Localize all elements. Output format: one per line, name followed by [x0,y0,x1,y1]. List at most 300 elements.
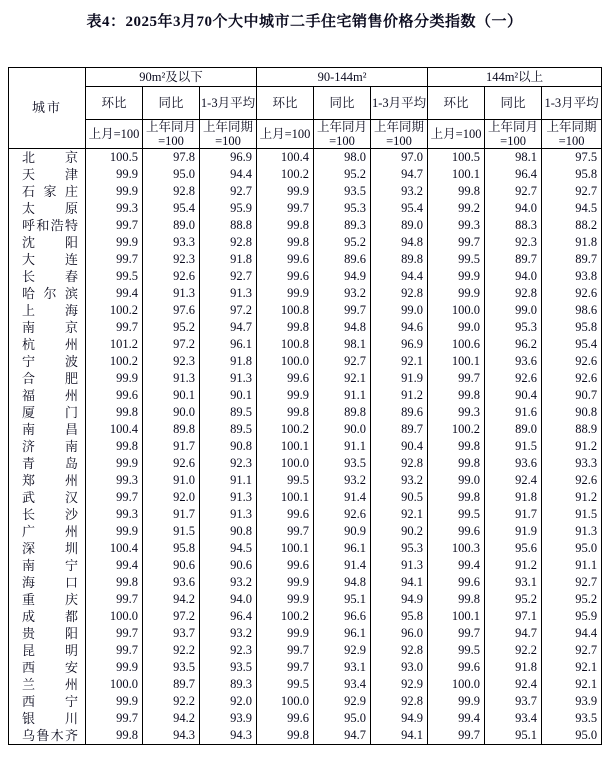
index-value-cell: 94.8 [314,319,371,336]
index-value-cell: 96.6 [314,608,371,625]
index-value-cell: 89.8 [314,404,371,421]
index-value-cell: 92.9 [314,693,371,710]
index-value-cell: 91.8 [200,353,257,370]
table-row [9,149,602,167]
index-value-cell: 96.2 [485,336,542,353]
city-cell [9,421,86,438]
index-value-cell: 93.2 [200,574,257,591]
table-row [9,234,602,251]
index-value-cell: 89.8 [371,251,428,268]
index-value-cell: 99.9 [86,455,143,472]
index-value-cell: 88.9 [542,421,602,438]
index-value-cell: 92.1 [314,370,371,387]
index-value-cell: 91.8 [485,659,542,676]
group-header-over-144: 144m²以上 [428,68,602,87]
index-value-cell: 97.6 [143,302,200,319]
index-value-cell: 92.6 [314,506,371,523]
index-value-cell: 97.5 [542,149,602,167]
city-name: 杭州 [22,337,78,352]
index-value-cell: 94.0 [485,268,542,285]
index-value-cell: 91.0 [143,472,200,489]
index-value-cell: 92.7 [200,268,257,285]
city-name: 西宁 [22,694,78,709]
index-value-cell: 93.3 [542,455,602,472]
index-value-cell: 96.0 [371,625,428,642]
group-header-90-144: 90-144m² [257,68,428,87]
index-value-cell: 91.9 [371,370,428,387]
index-value-cell: 99.4 [428,557,485,574]
index-value-cell: 99.0 [371,302,428,319]
index-value-cell: 93.9 [200,710,257,727]
index-value-cell: 93.5 [143,659,200,676]
index-value-cell: 93.2 [200,625,257,642]
index-value-cell: 99.9 [86,693,143,710]
index-value-cell: 90.8 [542,404,602,421]
city-name: 南昌 [22,422,78,437]
index-value-cell: 92.8 [371,455,428,472]
index-value-cell: 89.3 [200,676,257,693]
table-row [9,676,602,693]
index-value-cell: 94.8 [314,574,371,591]
city-cell [9,591,86,608]
index-value-cell: 92.7 [542,183,602,200]
city-name: 呼和浩特 [22,218,78,233]
index-value-cell: 100.6 [428,336,485,353]
index-value-cell: 94.3 [200,727,257,745]
index-value-cell: 93.6 [485,353,542,370]
index-value-cell: 95.2 [542,591,602,608]
index-value-cell: 89.0 [143,217,200,234]
index-value-cell: 100.1 [428,608,485,625]
index-value-cell: 99.4 [86,557,143,574]
index-value-cell: 92.1 [542,676,602,693]
city-name: 福州 [22,388,78,403]
city-name: 济南 [22,439,78,454]
city-cell [9,319,86,336]
index-value-cell: 92.7 [485,183,542,200]
index-value-cell: 100.1 [257,489,314,506]
index-value-cell: 91.9 [485,523,542,540]
index-value-cell: 94.1 [371,727,428,745]
index-value-cell: 99.8 [428,183,485,200]
index-value-cell: 92.9 [314,642,371,659]
city-cell [9,574,86,591]
index-value-cell: 99.8 [257,727,314,745]
index-value-cell: 90.9 [314,523,371,540]
city-name: 武汉 [22,490,78,505]
index-value-cell: 93.4 [485,710,542,727]
index-value-cell: 99.8 [428,591,485,608]
index-value-cell: 92.3 [200,642,257,659]
table-row [9,302,602,319]
index-value-cell: 95.2 [314,166,371,183]
index-value-cell: 96.1 [314,540,371,557]
index-value-cell: 95.2 [314,234,371,251]
city-cell [9,676,86,693]
index-value-cell: 90.4 [371,438,428,455]
index-value-cell: 97.2 [143,336,200,353]
index-value-cell: 92.6 [542,370,602,387]
index-value-cell: 95.1 [485,727,542,745]
index-value-cell: 91.1 [314,438,371,455]
city-cell [9,727,86,745]
index-value-cell: 100.4 [86,421,143,438]
page-title: 表4：2025年3月70个大中城市二手住宅销售价格分类指数（一） [86,14,523,30]
index-value-cell: 99.5 [428,506,485,523]
index-value-cell: 99.8 [86,727,143,745]
index-value-cell: 90.1 [200,387,257,404]
index-value-cell: 89.5 [200,404,257,421]
table-row [9,166,602,183]
index-value-cell: 100.1 [428,353,485,370]
index-value-cell: 99.9 [86,166,143,183]
city-cell [9,183,86,200]
index-value-cell: 99.6 [86,387,143,404]
city-cell [9,608,86,625]
index-value-cell: 89.8 [143,421,200,438]
index-value-cell: 99.6 [257,506,314,523]
city-name: 长沙 [22,507,78,522]
city-name: 北京 [22,150,78,165]
metric-header-yoy: 同比 [485,87,542,120]
index-value-cell: 95.8 [542,166,602,183]
index-value-cell: 99.7 [428,370,485,387]
city-cell [9,149,86,167]
table-row [9,472,602,489]
index-value-cell: 92.6 [542,472,602,489]
index-value-cell: 88.8 [200,217,257,234]
index-value-cell: 92.3 [143,251,200,268]
city-name: 石家庄 [22,184,78,199]
city-cell [9,489,86,506]
index-value-cell: 95.0 [314,710,371,727]
index-value-cell: 99.8 [428,455,485,472]
metric-header-mom: 环比 [428,87,485,120]
index-value-cell: 99.9 [428,285,485,302]
metric-header-avg: 1-3月平均 [200,87,257,120]
index-value-cell: 95.0 [542,540,602,557]
city-cell [9,387,86,404]
index-value-cell: 93.6 [485,455,542,472]
index-value-cell: 91.5 [542,506,602,523]
index-value-cell: 93.7 [485,693,542,710]
index-value-cell: 98.6 [542,302,602,319]
index-value-cell: 91.3 [143,285,200,302]
index-value-cell: 94.9 [371,591,428,608]
table-row [9,336,602,353]
index-value-cell: 100.5 [86,149,143,167]
table-header [9,68,602,149]
index-value-cell: 99.7 [86,710,143,727]
index-value-cell: 99.5 [257,676,314,693]
index-value-cell: 91.3 [200,285,257,302]
table-row [9,319,602,336]
index-value-cell: 91.2 [485,557,542,574]
index-value-cell: 99.7 [257,659,314,676]
table-row [9,727,602,745]
index-value-cell: 90.8 [200,438,257,455]
index-value-cell: 93.2 [314,285,371,302]
table-row [9,438,602,455]
index-value-cell: 91.3 [200,489,257,506]
index-value-cell: 100.2 [257,166,314,183]
index-value-cell: 98.0 [314,149,371,167]
index-value-cell: 99.8 [257,319,314,336]
index-value-cell: 99.3 [86,472,143,489]
index-value-cell: 92.7 [542,642,602,659]
index-value-cell: 92.7 [542,574,602,591]
table-row [9,710,602,727]
index-value-cell: 99.5 [257,472,314,489]
index-value-cell: 95.3 [314,200,371,217]
table-row [9,404,602,421]
index-value-cell: 95.0 [143,166,200,183]
index-value-cell: 99.2 [428,200,485,217]
index-value-cell: 89.7 [371,421,428,438]
city-cell [9,302,86,319]
index-value-cell: 93.9 [542,693,602,710]
index-value-cell: 99.7 [86,251,143,268]
index-value-cell: 99.6 [257,251,314,268]
index-value-cell: 93.1 [314,659,371,676]
index-value-cell: 90.1 [143,387,200,404]
index-value-cell: 91.3 [143,370,200,387]
index-value-cell: 99.6 [257,268,314,285]
index-value-cell: 91.3 [542,523,602,540]
index-value-cell: 92.8 [371,642,428,659]
index-value-cell: 91.5 [485,438,542,455]
table-row [9,642,602,659]
index-value-cell: 95.9 [200,200,257,217]
index-value-cell: 90.8 [200,523,257,540]
city-name: 银川 [22,711,78,726]
index-value-cell: 94.3 [143,727,200,745]
city-name: 海口 [22,575,78,590]
index-value-cell: 91.1 [200,472,257,489]
index-value-cell: 96.4 [485,166,542,183]
index-value-cell: 96.4 [200,608,257,625]
city-cell [9,625,86,642]
index-value-cell: 92.8 [143,183,200,200]
city-name: 厦门 [22,405,78,420]
index-value-cell: 99.7 [428,234,485,251]
index-value-cell: 93.4 [314,676,371,693]
index-value-cell: 99.9 [257,625,314,642]
index-value-cell: 92.0 [200,693,257,710]
index-value-cell: 99.8 [86,574,143,591]
index-value-cell: 100.8 [257,336,314,353]
index-value-cell: 99.7 [257,200,314,217]
metric-header-mom: 环比 [86,87,143,120]
index-value-cell: 91.3 [200,506,257,523]
index-value-cell: 99.8 [257,404,314,421]
table-row [9,251,602,268]
index-value-cell: 93.5 [200,659,257,676]
index-value-cell: 99.5 [86,268,143,285]
base-header-prev-month: 上月=100 [428,120,485,149]
index-value-cell: 99.6 [428,574,485,591]
table-row [9,557,602,574]
city-name: 大连 [22,252,78,267]
index-value-cell: 91.8 [485,489,542,506]
page [0,12,609,757]
city-name: 广州 [22,524,78,539]
city-cell [9,234,86,251]
index-value-cell: 91.7 [143,506,200,523]
index-value-cell: 99.6 [257,710,314,727]
index-value-cell: 90.7 [542,387,602,404]
table-row [9,421,602,438]
city-name: 青岛 [22,456,78,471]
index-value-cell: 100.4 [257,149,314,167]
index-value-cell: 89.6 [371,404,428,421]
index-value-cell: 94.7 [314,727,371,745]
index-value-cell: 94.2 [143,591,200,608]
city-cell [9,285,86,302]
city-name: 上海 [22,303,78,318]
index-value-cell: 92.6 [485,370,542,387]
index-value-cell: 99.3 [86,506,143,523]
table-row [9,200,602,217]
index-value-cell: 91.3 [371,557,428,574]
index-value-cell: 98.1 [314,336,371,353]
index-value-cell: 100.2 [257,608,314,625]
index-value-cell: 99.7 [86,642,143,659]
index-value-cell: 93.7 [143,625,200,642]
city-cell [9,370,86,387]
city-name: 哈尔滨 [22,286,78,301]
index-value-cell: 94.0 [485,200,542,217]
table-body [9,149,602,745]
index-value-cell: 99.9 [86,370,143,387]
index-value-cell: 93.2 [314,472,371,489]
index-value-cell: 94.7 [485,625,542,642]
base-header-same-period: 上年同期=100 [200,120,257,149]
city-name: 南京 [22,320,78,335]
index-value-cell: 95.8 [542,319,602,336]
index-value-cell: 99.3 [428,217,485,234]
index-value-cell: 95.9 [542,608,602,625]
index-value-cell: 99.7 [86,489,143,506]
index-value-cell: 95.2 [143,319,200,336]
city-name: 贵阳 [22,626,78,641]
index-value-cell: 92.2 [143,693,200,710]
city-cell [9,455,86,472]
index-value-cell: 90.6 [200,557,257,574]
index-value-cell: 99.9 [86,183,143,200]
index-value-cell: 100.0 [428,302,485,319]
index-value-cell: 89.0 [485,421,542,438]
group-header-under-90: 90m²及以下 [86,68,257,87]
city-cell [9,693,86,710]
index-value-cell: 100.1 [257,438,314,455]
city-cell [9,404,86,421]
index-value-cell: 92.7 [314,353,371,370]
table-row [9,387,602,404]
index-value-cell: 91.4 [314,489,371,506]
table-row [9,693,602,710]
index-value-cell: 94.4 [371,268,428,285]
index-value-cell: 100.1 [257,540,314,557]
index-value-cell: 94.0 [200,591,257,608]
index-value-cell: 90.6 [143,557,200,574]
table-row [9,183,602,200]
index-value-cell: 90.0 [143,404,200,421]
index-value-cell: 94.9 [314,268,371,285]
city-name: 沈阳 [22,235,78,250]
city-cell [9,200,86,217]
index-value-cell: 99.7 [86,591,143,608]
city-cell [9,506,86,523]
table-row [9,608,602,625]
index-value-cell: 91.1 [314,387,371,404]
index-value-cell: 92.7 [200,183,257,200]
index-value-cell: 96.1 [314,625,371,642]
city-cell [9,268,86,285]
base-header-same-period: 上年同期=100 [371,120,428,149]
index-value-cell: 100.4 [86,540,143,557]
index-value-cell: 99.4 [428,710,485,727]
index-value-cell: 99.7 [86,319,143,336]
index-value-cell: 100.2 [257,421,314,438]
table-row [9,217,602,234]
index-value-cell: 89.7 [143,676,200,693]
index-value-cell: 100.0 [86,676,143,693]
index-value-cell: 101.2 [86,336,143,353]
city-cell [9,710,86,727]
metric-header-yoy: 同比 [314,87,371,120]
index-value-cell: 99.9 [257,591,314,608]
index-value-cell: 97.2 [200,302,257,319]
city-name: 深圳 [22,541,78,556]
index-value-cell: 88.2 [542,217,602,234]
base-header-prev-month: 上月=100 [86,120,143,149]
index-value-cell: 94.4 [542,625,602,642]
table-row [9,625,602,642]
index-value-cell: 95.8 [143,540,200,557]
index-value-cell: 92.6 [542,285,602,302]
city-name: 重庆 [22,592,78,607]
index-value-cell: 94.8 [371,234,428,251]
index-value-cell: 89.7 [542,251,602,268]
index-value-cell: 92.1 [371,353,428,370]
index-value-cell: 100.0 [428,676,485,693]
metric-header-yoy: 同比 [143,87,200,120]
index-value-cell: 93.8 [542,268,602,285]
index-value-cell: 99.6 [428,659,485,676]
index-value-cell: 99.7 [314,302,371,319]
index-value-cell: 89.0 [371,217,428,234]
index-value-cell: 94.7 [371,166,428,183]
city-name: 昆明 [22,643,78,658]
index-value-cell: 91.7 [143,438,200,455]
index-value-cell: 99.8 [257,217,314,234]
index-value-cell: 91.3 [200,370,257,387]
index-value-cell: 99.5 [428,251,485,268]
index-value-cell: 92.8 [371,285,428,302]
index-value-cell: 100.1 [428,166,485,183]
city-cell [9,659,86,676]
base-header-same-period: 上年同期=100 [542,120,602,149]
index-value-cell: 89.6 [314,251,371,268]
index-value-cell: 99.6 [257,370,314,387]
index-value-cell: 93.3 [143,234,200,251]
index-value-cell: 99.8 [428,387,485,404]
index-value-cell: 94.9 [371,710,428,727]
index-value-cell: 99.8 [428,489,485,506]
index-value-cell: 95.8 [371,608,428,625]
index-value-cell: 91.2 [542,489,602,506]
